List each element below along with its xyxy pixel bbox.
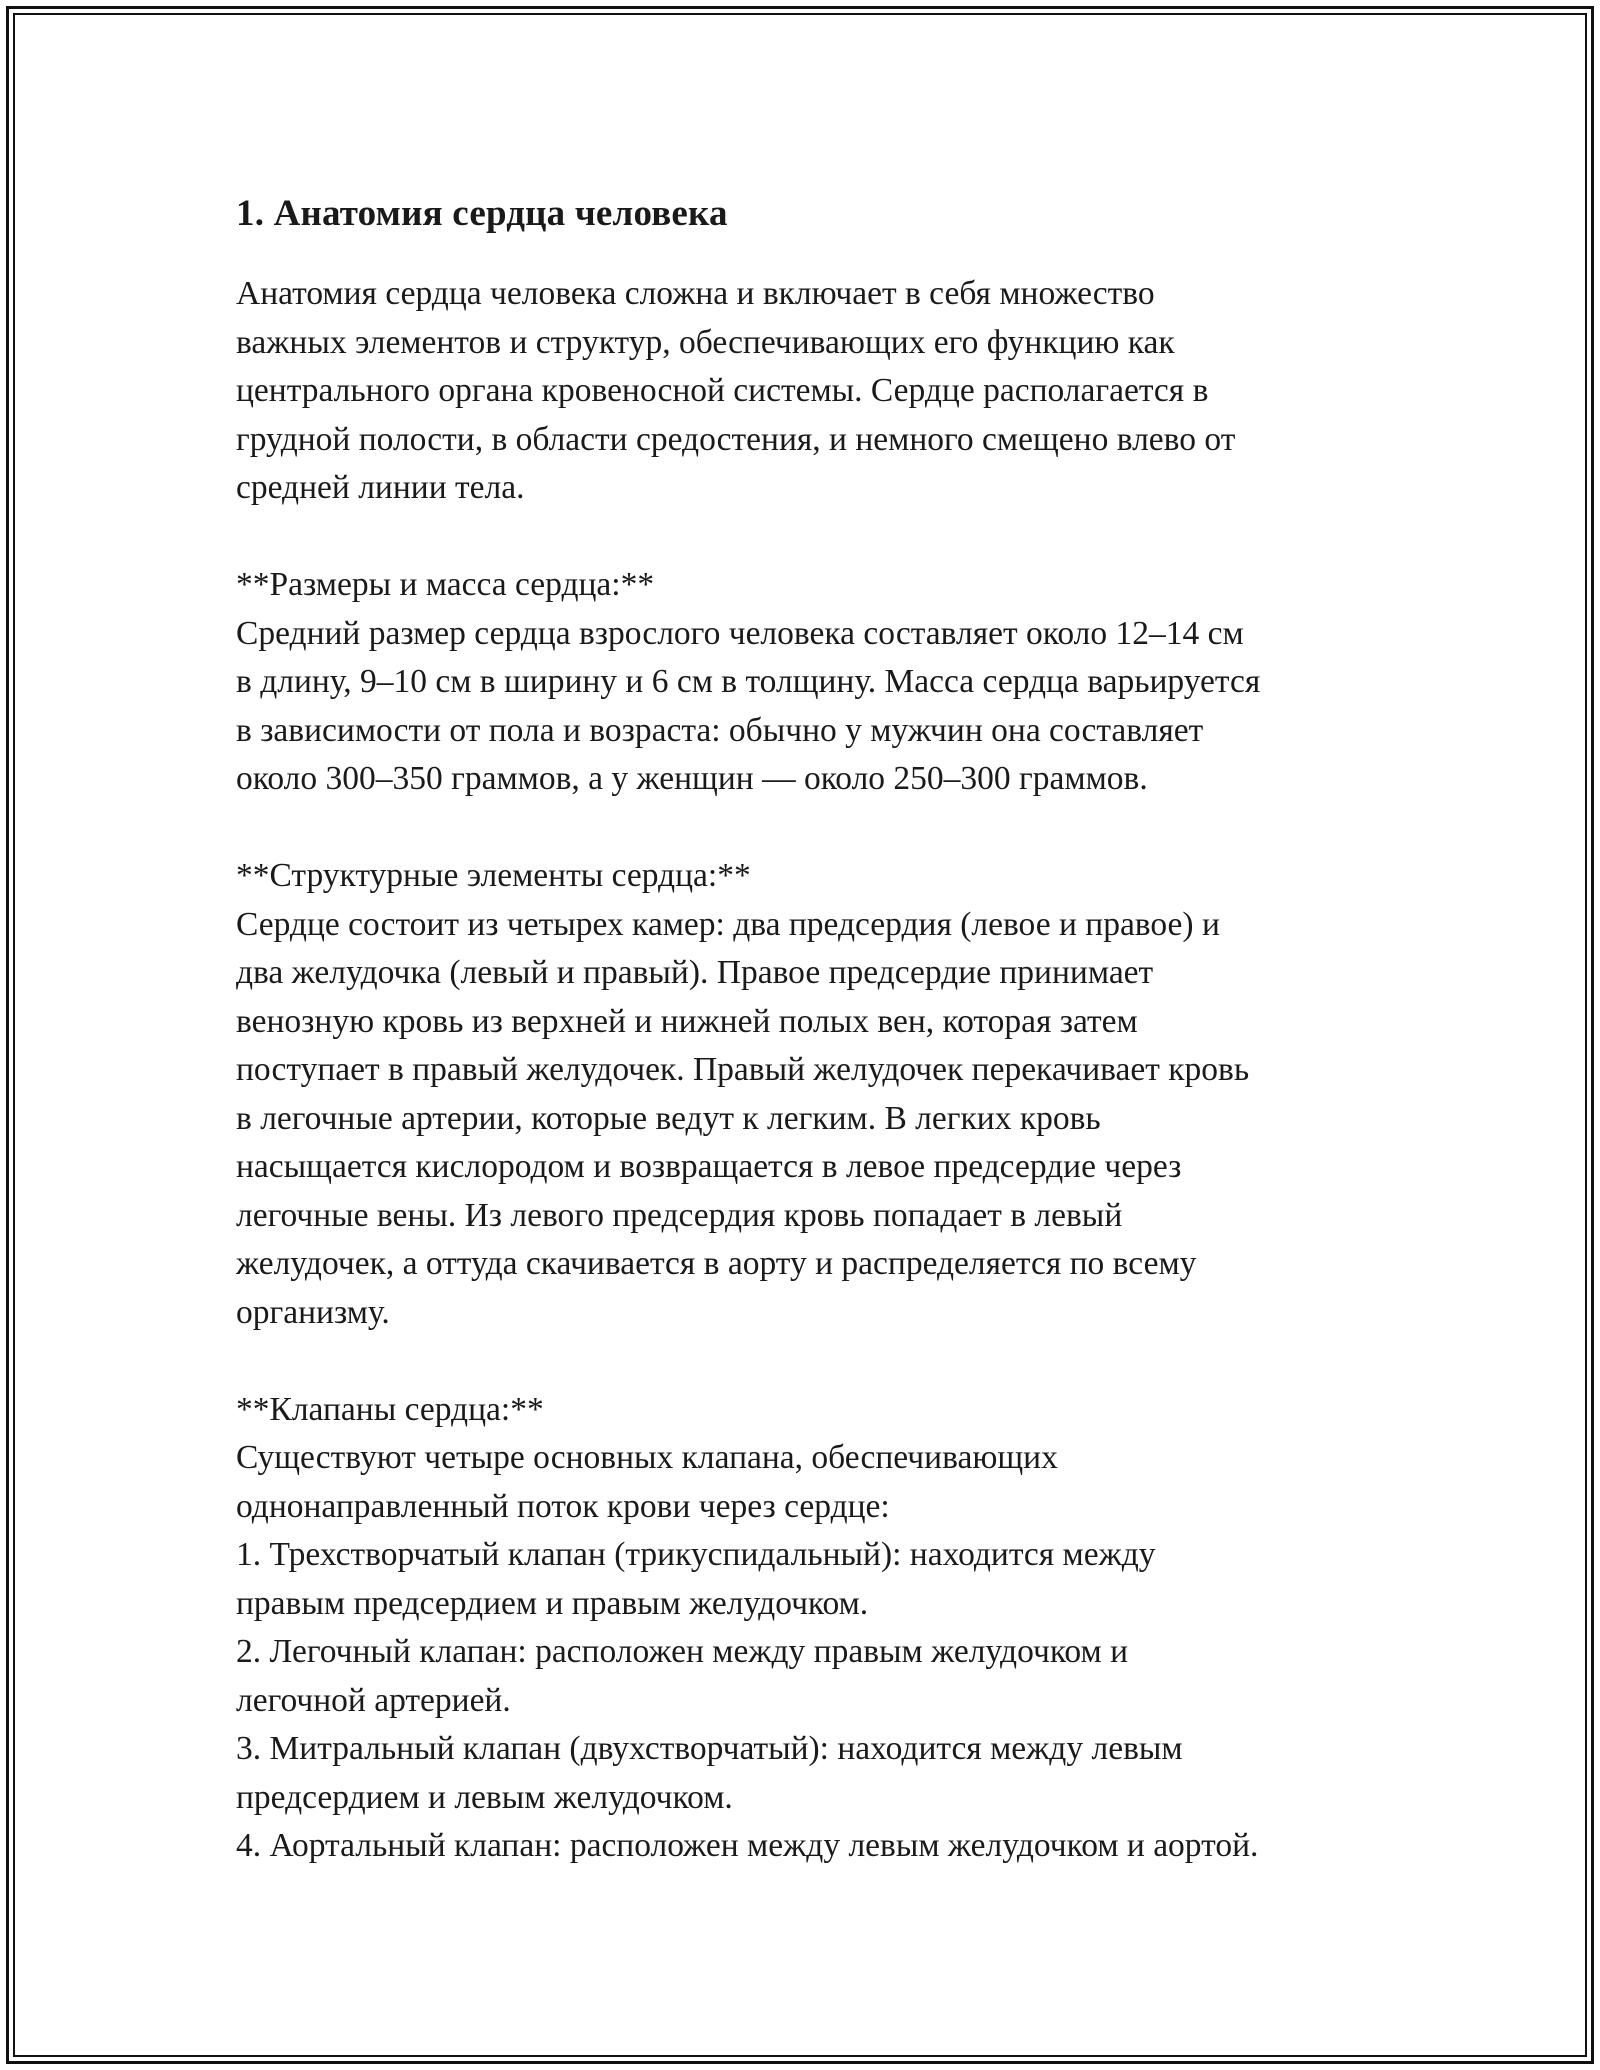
text-line: насыщается кислородом и возвращается в левое предсердие через	[236, 1148, 1182, 1185]
paragraph-gap	[236, 1337, 1386, 1386]
text-line: легочной артерией.	[236, 1681, 511, 1719]
text-line: однонаправленный поток крови через сердце:	[236, 1487, 890, 1525]
text-line: легочные вены. Из левого предсердия кровь попадает в левый	[236, 1196, 1123, 1234]
section-structure	[236, 852, 1386, 1337]
text-line: правым предсердием и правым желудочком.	[236, 1584, 869, 1622]
text-line: предсердием и левым желудочком.	[236, 1778, 733, 1816]
section-valves	[236, 1386, 1386, 1871]
text-line: поступает в правый желудочек. Правый желудочек перекачивает кровь	[236, 1051, 1250, 1088]
text-line: организму.	[236, 1293, 390, 1331]
text-line: Анатомия сердца человека сложна и включает в себя множество	[236, 275, 1155, 312]
section-title: **Клапаны сердца:**	[236, 1390, 544, 1428]
text-line: в легочные артерии, которые ведут к легким. В легких кровь	[236, 1099, 1101, 1137]
text-line: 3. Митральный клапан (двухстворчатый): находится между левым	[236, 1730, 1183, 1767]
document-heading: 1. Анатомия сердца человека	[236, 193, 728, 234]
text-line: 4. Аортальный клапан: расположен между левым желудочком и аортой.	[236, 1827, 1259, 1864]
document-page	[236, 188, 1386, 1871]
text-line: грудной полости, в области средостения, и немного смещено влево от	[236, 420, 1236, 458]
text-line: важных элементов и структур, обеспечивающих его функцию как	[236, 323, 1175, 361]
text-line: Существуют четыре основных клапана, обеспечивающих	[236, 1439, 1058, 1476]
text-line: Сердце состоит из четырех камер: два предсердия (левое и правое) и	[236, 905, 1220, 943]
text-line: центрального органа кровеносной системы. Сердце располагается в	[236, 372, 1209, 409]
paragraph-gap	[236, 804, 1386, 853]
section-title: **Структурные элементы сердца:**	[236, 857, 751, 894]
text-line: желудочек, а оттуда скачивается в аорту и распределяется по всему	[236, 1245, 1197, 1282]
text-line: в зависимости от пола и возраста: обычно у мужчин она составляет	[236, 711, 1204, 749]
text-line: в длину, 9–10 см в ширину и 6 см в толщину. Масса сердца варьируется	[236, 663, 1261, 700]
text-line: средней линии тела.	[236, 469, 525, 506]
intro-paragraph	[236, 270, 1386, 513]
section-size-mass	[236, 561, 1386, 804]
section-title: **Размеры и масса сердца:**	[236, 566, 655, 603]
paragraph-gap	[236, 513, 1386, 562]
text-line: Средний размер сердца взрослого человека составляет около 12–14 см	[236, 614, 1244, 652]
text-line: два желудочка (левый и правый). Правое предсердие принимает	[236, 954, 1154, 991]
text-line: венозную кровь из верхней и нижней полых вен, которая затем	[236, 1002, 1138, 1040]
text-line: около 300–350 граммов, а у женщин — около 250–300 граммов.	[236, 760, 1148, 797]
text-line: 2. Легочный клапан: расположен между правым желудочком и	[236, 1633, 1129, 1670]
text-line: 1. Трехстворчатый клапан (трикуспидальный): находится между	[236, 1536, 1156, 1573]
